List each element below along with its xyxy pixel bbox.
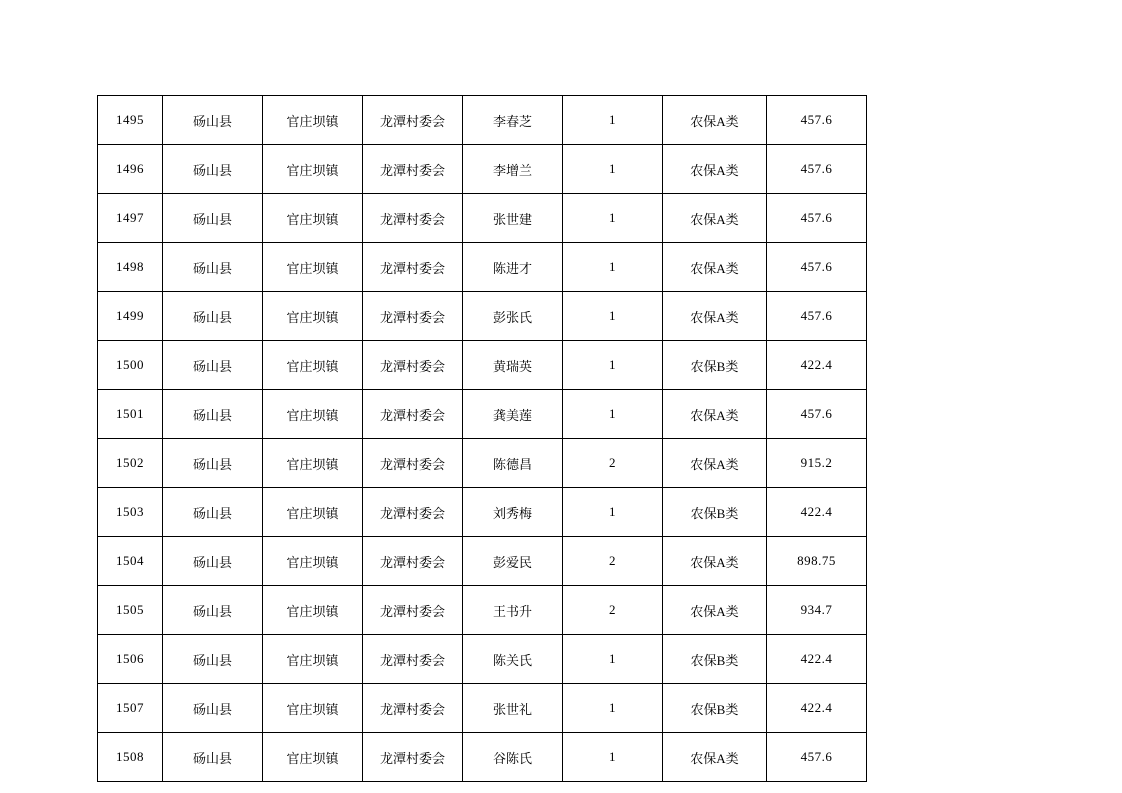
cell-index: 1501 bbox=[98, 390, 163, 439]
cell-county: 砀山县 bbox=[163, 733, 263, 782]
cell-count: 1 bbox=[563, 292, 663, 341]
cell-town: 官庄坝镇 bbox=[263, 96, 363, 145]
cell-town: 官庄坝镇 bbox=[263, 194, 363, 243]
cell-name: 龚美莲 bbox=[463, 390, 563, 439]
cell-amount: 422.4 bbox=[767, 341, 867, 390]
cell-amount: 898.75 bbox=[767, 537, 867, 586]
cell-county: 砀山县 bbox=[163, 390, 263, 439]
cell-town: 官庄坝镇 bbox=[263, 684, 363, 733]
cell-county: 砀山县 bbox=[163, 488, 263, 537]
cell-amount: 915.2 bbox=[767, 439, 867, 488]
cell-index: 1499 bbox=[98, 292, 163, 341]
cell-village: 龙潭村委会 bbox=[363, 243, 463, 292]
cell-county: 砀山县 bbox=[163, 341, 263, 390]
cell-amount: 422.4 bbox=[767, 635, 867, 684]
table-row bbox=[98, 292, 867, 341]
cell-village: 龙潭村委会 bbox=[363, 488, 463, 537]
cell-village: 龙潭村委会 bbox=[363, 635, 463, 684]
cell-name: 黄瑞英 bbox=[463, 341, 563, 390]
cell-village: 龙潭村委会 bbox=[363, 341, 463, 390]
cell-amount: 457.6 bbox=[767, 96, 867, 145]
cell-county: 砀山县 bbox=[163, 684, 263, 733]
subsidy-table bbox=[97, 95, 867, 782]
cell-index: 1498 bbox=[98, 243, 163, 292]
cell-village: 龙潭村委会 bbox=[363, 96, 463, 145]
cell-town: 官庄坝镇 bbox=[263, 243, 363, 292]
cell-count: 1 bbox=[563, 341, 663, 390]
cell-village: 龙潭村委会 bbox=[363, 439, 463, 488]
cell-name: 彭张氏 bbox=[463, 292, 563, 341]
cell-amount: 457.6 bbox=[767, 390, 867, 439]
cell-village: 龙潭村委会 bbox=[363, 733, 463, 782]
cell-county: 砀山县 bbox=[163, 586, 263, 635]
table-row bbox=[98, 145, 867, 194]
cell-name: 刘秀梅 bbox=[463, 488, 563, 537]
cell-type: 农保A类 bbox=[663, 439, 767, 488]
cell-type: 农保B类 bbox=[663, 341, 767, 390]
cell-count: 1 bbox=[563, 96, 663, 145]
cell-count: 1 bbox=[563, 488, 663, 537]
cell-county: 砀山县 bbox=[163, 439, 263, 488]
cell-type: 农保A类 bbox=[663, 390, 767, 439]
cell-index: 1508 bbox=[98, 733, 163, 782]
table-row bbox=[98, 635, 867, 684]
cell-town: 官庄坝镇 bbox=[263, 292, 363, 341]
cell-type: 农保B类 bbox=[663, 684, 767, 733]
cell-county: 砀山县 bbox=[163, 537, 263, 586]
cell-type: 农保A类 bbox=[663, 194, 767, 243]
cell-count: 1 bbox=[563, 243, 663, 292]
cell-type: 农保A类 bbox=[663, 733, 767, 782]
cell-village: 龙潭村委会 bbox=[363, 390, 463, 439]
table-body bbox=[98, 96, 867, 782]
cell-type: 农保B类 bbox=[663, 488, 767, 537]
cell-village: 龙潭村委会 bbox=[363, 292, 463, 341]
cell-county: 砀山县 bbox=[163, 292, 263, 341]
cell-town: 官庄坝镇 bbox=[263, 145, 363, 194]
cell-count: 1 bbox=[563, 733, 663, 782]
cell-town: 官庄坝镇 bbox=[263, 733, 363, 782]
cell-amount: 457.6 bbox=[767, 733, 867, 782]
cell-name: 彭爱民 bbox=[463, 537, 563, 586]
cell-name: 王书升 bbox=[463, 586, 563, 635]
cell-type: 农保A类 bbox=[663, 586, 767, 635]
cell-county: 砀山县 bbox=[163, 635, 263, 684]
cell-index: 1495 bbox=[98, 96, 163, 145]
cell-town: 官庄坝镇 bbox=[263, 341, 363, 390]
cell-amount: 422.4 bbox=[767, 488, 867, 537]
cell-town: 官庄坝镇 bbox=[263, 635, 363, 684]
cell-count: 1 bbox=[563, 194, 663, 243]
cell-village: 龙潭村委会 bbox=[363, 586, 463, 635]
cell-type: 农保A类 bbox=[663, 145, 767, 194]
cell-index: 1506 bbox=[98, 635, 163, 684]
cell-village: 龙潭村委会 bbox=[363, 145, 463, 194]
cell-village: 龙潭村委会 bbox=[363, 537, 463, 586]
cell-type: 农保A类 bbox=[663, 243, 767, 292]
cell-town: 官庄坝镇 bbox=[263, 537, 363, 586]
cell-village: 龙潭村委会 bbox=[363, 194, 463, 243]
cell-amount: 457.6 bbox=[767, 243, 867, 292]
table-container bbox=[97, 95, 836, 782]
cell-count: 2 bbox=[563, 537, 663, 586]
cell-name: 陈进才 bbox=[463, 243, 563, 292]
cell-amount: 934.7 bbox=[767, 586, 867, 635]
cell-name: 陈德昌 bbox=[463, 439, 563, 488]
cell-count: 2 bbox=[563, 586, 663, 635]
cell-town: 官庄坝镇 bbox=[263, 390, 363, 439]
cell-town: 官庄坝镇 bbox=[263, 439, 363, 488]
cell-county: 砀山县 bbox=[163, 243, 263, 292]
table-row bbox=[98, 243, 867, 292]
cell-name: 张世礼 bbox=[463, 684, 563, 733]
table-row bbox=[98, 194, 867, 243]
table-row bbox=[98, 684, 867, 733]
cell-name: 李春芝 bbox=[463, 96, 563, 145]
cell-count: 1 bbox=[563, 145, 663, 194]
cell-amount: 457.6 bbox=[767, 194, 867, 243]
cell-name: 李增兰 bbox=[463, 145, 563, 194]
cell-county: 砀山县 bbox=[163, 96, 263, 145]
cell-index: 1504 bbox=[98, 537, 163, 586]
cell-type: 农保B类 bbox=[663, 635, 767, 684]
cell-village: 龙潭村委会 bbox=[363, 684, 463, 733]
cell-name: 陈关氏 bbox=[463, 635, 563, 684]
table-row bbox=[98, 390, 867, 439]
cell-count: 1 bbox=[563, 390, 663, 439]
cell-type: 农保A类 bbox=[663, 537, 767, 586]
table-row bbox=[98, 733, 867, 782]
cell-index: 1497 bbox=[98, 194, 163, 243]
cell-name: 张世建 bbox=[463, 194, 563, 243]
cell-amount: 422.4 bbox=[767, 684, 867, 733]
cell-index: 1496 bbox=[98, 145, 163, 194]
table-row bbox=[98, 586, 867, 635]
cell-amount: 457.6 bbox=[767, 292, 867, 341]
cell-count: 2 bbox=[563, 439, 663, 488]
cell-county: 砀山县 bbox=[163, 145, 263, 194]
table-row bbox=[98, 537, 867, 586]
cell-type: 农保A类 bbox=[663, 292, 767, 341]
cell-index: 1507 bbox=[98, 684, 163, 733]
cell-index: 1502 bbox=[98, 439, 163, 488]
cell-town: 官庄坝镇 bbox=[263, 488, 363, 537]
cell-amount: 457.6 bbox=[767, 145, 867, 194]
cell-type: 农保A类 bbox=[663, 96, 767, 145]
cell-county: 砀山县 bbox=[163, 194, 263, 243]
cell-town: 官庄坝镇 bbox=[263, 586, 363, 635]
cell-count: 1 bbox=[563, 684, 663, 733]
table-row bbox=[98, 96, 867, 145]
cell-index: 1503 bbox=[98, 488, 163, 537]
table-row bbox=[98, 488, 867, 537]
cell-index: 1505 bbox=[98, 586, 163, 635]
cell-name: 谷陈氏 bbox=[463, 733, 563, 782]
table-row bbox=[98, 439, 867, 488]
cell-count: 1 bbox=[563, 635, 663, 684]
cell-index: 1500 bbox=[98, 341, 163, 390]
table-row bbox=[98, 341, 867, 390]
